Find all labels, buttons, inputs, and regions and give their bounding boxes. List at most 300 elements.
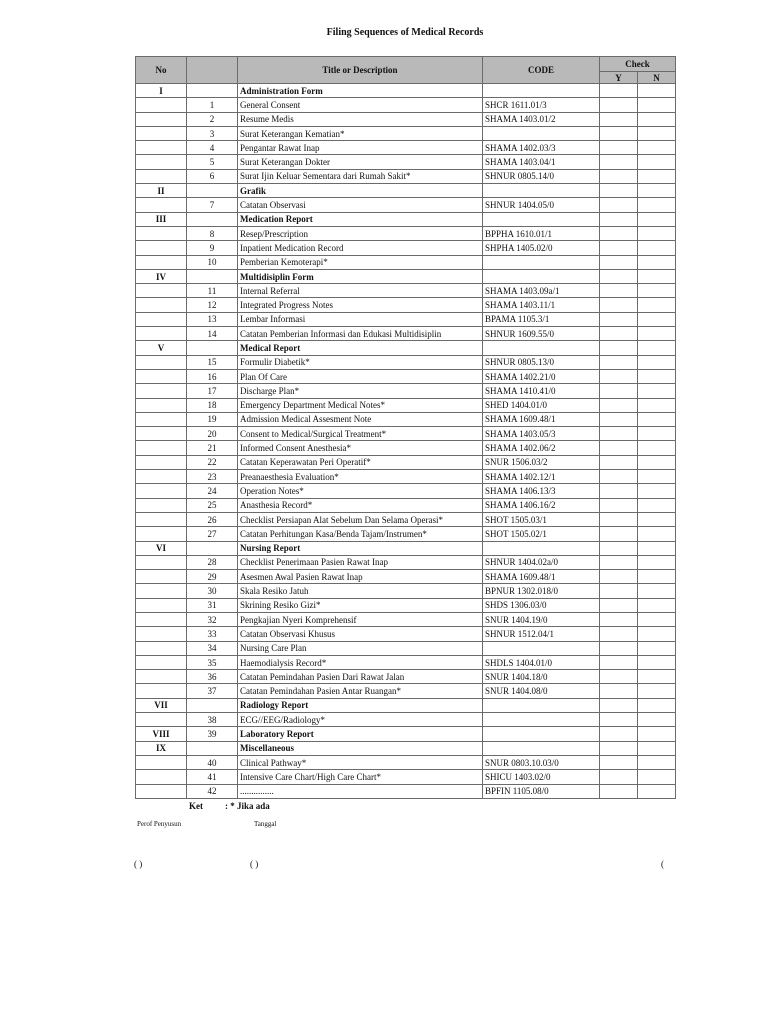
row-no-cell (136, 770, 187, 784)
row-title-cell: Surat Ijin Keluar Sementara dari Rumah Sakit* (238, 169, 483, 183)
row-number-cell: 12 (187, 298, 238, 312)
row-no-cell (136, 298, 187, 312)
row-no-cell (136, 570, 187, 584)
section-row (136, 84, 676, 98)
table-row (136, 327, 676, 341)
check-yes-cell (600, 198, 638, 212)
check-yes-cell (600, 584, 638, 598)
row-no-cell: IV (136, 269, 187, 283)
row-number-cell: 33 (187, 627, 238, 641)
row-code-cell: SHAMA 1403.04/1 (483, 155, 600, 169)
check-yes-cell (600, 341, 638, 355)
row-no-cell (136, 169, 187, 183)
table-row (136, 584, 676, 598)
check-no-cell (638, 784, 676, 798)
table-row (136, 398, 676, 412)
row-title-cell: Integrated Progress Notes (238, 298, 483, 312)
row-code-cell: SHAMA 1402.06/2 (483, 441, 600, 455)
check-yes-cell (600, 741, 638, 755)
row-code-cell (483, 184, 600, 198)
check-no-cell (638, 184, 676, 198)
row-title-cell: Preanaesthesia Evaluation* (238, 470, 483, 484)
row-title-cell: Checklist Penerimaan Pasien Rawat Inap (238, 555, 483, 569)
row-code-cell: SNUR 1404.08/0 (483, 684, 600, 698)
check-no-cell (638, 98, 676, 112)
header-check-yes: Y (600, 72, 638, 84)
check-no-cell (638, 655, 676, 669)
row-number-cell: 37 (187, 684, 238, 698)
check-yes-cell (600, 484, 638, 498)
row-number-cell: 10 (187, 255, 238, 269)
table-row (136, 312, 676, 326)
table-row (136, 427, 676, 441)
prepared-by-label: Perof Penyusun (137, 820, 182, 828)
row-number-cell: 3 (187, 126, 238, 140)
check-yes-cell (600, 241, 638, 255)
check-yes-cell (600, 698, 638, 712)
table-row (136, 284, 676, 298)
row-code-cell: SHNUR 1404.05/0 (483, 198, 600, 212)
section-row (136, 184, 676, 198)
row-title-cell: ECG//EEG/Radiology* (238, 713, 483, 727)
row-no-cell (136, 427, 187, 441)
row-title-cell: General Consent (238, 98, 483, 112)
check-yes-cell (600, 755, 638, 769)
row-no-cell (136, 484, 187, 498)
check-yes-cell (600, 684, 638, 698)
row-title-cell: Pengantar Rawat Inap (238, 141, 483, 155)
row-code-cell (483, 741, 600, 755)
header-no: No (136, 57, 187, 84)
row-title-cell: Grafik (238, 184, 483, 198)
check-no-cell (638, 355, 676, 369)
check-yes-cell (600, 427, 638, 441)
row-code-cell: SHOT 1505.03/1 (483, 512, 600, 526)
row-no-cell (136, 684, 187, 698)
check-yes-cell (600, 169, 638, 183)
section-row (136, 741, 676, 755)
row-no-cell: VIII (136, 727, 187, 741)
check-no-cell (638, 684, 676, 698)
row-code-cell: SNUR 1404.18/0 (483, 670, 600, 684)
row-code-cell: SNUR 0803.10.03/0 (483, 755, 600, 769)
row-code-cell: BPPHA 1610.01/1 (483, 226, 600, 240)
row-title-cell: Pemberian Kemoterapi* (238, 255, 483, 269)
check-no-cell (638, 327, 676, 341)
row-no-cell (136, 627, 187, 641)
section-row (136, 541, 676, 555)
table-row (136, 455, 676, 469)
row-title-cell: Discharge Plan* (238, 384, 483, 398)
check-no-cell (638, 713, 676, 727)
row-no-cell (136, 255, 187, 269)
row-number-cell: 29 (187, 570, 238, 584)
row-number-cell: 15 (187, 355, 238, 369)
row-number-cell: 35 (187, 655, 238, 669)
check-no-cell (638, 570, 676, 584)
check-yes-cell (600, 612, 638, 626)
check-no-cell (638, 455, 676, 469)
table-row (136, 355, 676, 369)
section-row (136, 341, 676, 355)
check-no-cell (638, 670, 676, 684)
row-no-cell (136, 327, 187, 341)
row-number-cell: 1 (187, 98, 238, 112)
row-title-cell: Skala Resiko Jatuh (238, 584, 483, 598)
check-yes-cell (600, 555, 638, 569)
check-yes-cell (600, 498, 638, 512)
row-no-cell (136, 655, 187, 669)
row-number-cell: 11 (187, 284, 238, 298)
row-number-cell (187, 269, 238, 283)
row-no-cell: V (136, 341, 187, 355)
check-no-cell (638, 141, 676, 155)
check-no-cell (638, 555, 676, 569)
row-number-cell: 24 (187, 484, 238, 498)
row-title-cell: Asesmen Awal Pasien Rawat Inap (238, 570, 483, 584)
check-no-cell (638, 269, 676, 283)
row-no-cell: III (136, 212, 187, 226)
row-no-cell (136, 284, 187, 298)
row-no-cell: I (136, 84, 187, 98)
row-title-cell: Inpatient Medication Record (238, 241, 483, 255)
check-no-cell (638, 584, 676, 598)
check-no-cell (638, 384, 676, 398)
row-title-cell: Catatan Perhitungan Kasa/Benda Tajam/Instrumen* (238, 527, 483, 541)
row-number-cell: 2 (187, 112, 238, 126)
table-row (136, 555, 676, 569)
row-title-cell: Formulir Diabetik* (238, 355, 483, 369)
check-yes-cell (600, 327, 638, 341)
check-yes-cell (600, 141, 638, 155)
row-code-cell: SHCR 1611.01/3 (483, 98, 600, 112)
check-no-cell (638, 727, 676, 741)
row-number-cell (187, 212, 238, 226)
row-number-cell: 40 (187, 755, 238, 769)
table-row (136, 713, 676, 727)
row-number-cell: 20 (187, 427, 238, 441)
row-number-cell: 32 (187, 612, 238, 626)
row-code-cell: SHICU 1403.02/0 (483, 770, 600, 784)
row-code-cell: SHNUR 0805.13/0 (483, 355, 600, 369)
row-code-cell: SHAMA 1403.01/2 (483, 112, 600, 126)
check-yes-cell (600, 98, 638, 112)
row-code-cell: SHAMA 1609.48/1 (483, 570, 600, 584)
check-no-cell (638, 112, 676, 126)
row-number-cell: 28 (187, 555, 238, 569)
row-no-cell (136, 441, 187, 455)
check-yes-cell (600, 713, 638, 727)
row-number-cell (187, 541, 238, 555)
check-yes-cell (600, 212, 638, 226)
check-yes-cell (600, 398, 638, 412)
row-no-cell (136, 355, 187, 369)
footer-note (189, 801, 270, 811)
check-no-cell (638, 698, 676, 712)
row-code-cell: SHAMA 1406.13/3 (483, 484, 600, 498)
row-code-cell: SHED 1404.01/0 (483, 398, 600, 412)
table-row (136, 655, 676, 669)
row-title-cell: Surat Keterangan Dokter (238, 155, 483, 169)
table-row (136, 470, 676, 484)
row-no-cell (136, 398, 187, 412)
check-no-cell (638, 612, 676, 626)
table-row (136, 126, 676, 140)
row-number-cell: 39 (187, 727, 238, 741)
check-yes-cell (600, 355, 638, 369)
table-row (136, 155, 676, 169)
row-no-cell (136, 312, 187, 326)
row-no-cell (136, 126, 187, 140)
check-yes-cell (600, 470, 638, 484)
ket-label: Ket (189, 801, 203, 811)
row-code-cell (483, 255, 600, 269)
check-no-cell (638, 755, 676, 769)
row-number-cell: 34 (187, 641, 238, 655)
row-no-cell (136, 612, 187, 626)
row-code-cell: SHAMA 1609.48/1 (483, 412, 600, 426)
row-code-cell: SNUR 1506.03/2 (483, 455, 600, 469)
row-title-cell: Medication Report (238, 212, 483, 226)
row-no-cell (136, 112, 187, 126)
check-yes-cell (600, 155, 638, 169)
row-title-cell: Catatan Observasi (238, 198, 483, 212)
row-title-cell: Multidisiplin Form (238, 269, 483, 283)
row-no-cell (136, 412, 187, 426)
row-code-cell: SHAMA 1402.21/0 (483, 369, 600, 383)
row-number-cell: 9 (187, 241, 238, 255)
row-number-cell: 17 (187, 384, 238, 398)
row-code-cell: SHAMA 1402.12/1 (483, 470, 600, 484)
check-yes-cell (600, 727, 638, 741)
table-row (136, 784, 676, 798)
row-title-cell: Plan Of Care (238, 369, 483, 383)
row-number-cell: 5 (187, 155, 238, 169)
row-no-cell (136, 784, 187, 798)
check-yes-cell (600, 269, 638, 283)
row-code-cell: SHDS 1306.03/0 (483, 598, 600, 612)
table-row (136, 641, 676, 655)
section-row (136, 698, 676, 712)
row-number-cell: 36 (187, 670, 238, 684)
ket-note: : * Jika ada (225, 801, 270, 811)
table-row (136, 141, 676, 155)
check-yes-cell (600, 627, 638, 641)
row-code-cell: SHAMA 1403.05/3 (483, 427, 600, 441)
check-no-cell (638, 155, 676, 169)
row-code-cell: SHOT 1505.02/1 (483, 527, 600, 541)
row-code-cell: BPNUR 1302.018/0 (483, 584, 600, 598)
check-yes-cell (600, 312, 638, 326)
check-no-cell (638, 627, 676, 641)
row-no-cell (136, 641, 187, 655)
row-code-cell: SHDLS 1404.01/0 (483, 655, 600, 669)
section-row (136, 212, 676, 226)
check-yes-cell (600, 512, 638, 526)
row-no-cell (136, 470, 187, 484)
row-title-cell: Consent to Medical/Surgical Treatment* (238, 427, 483, 441)
check-no-cell (638, 284, 676, 298)
row-no-cell (136, 527, 187, 541)
row-number-cell: 31 (187, 598, 238, 612)
row-code-cell: SHAMA 1403.09a/1 (483, 284, 600, 298)
row-no-cell (136, 598, 187, 612)
row-code-cell: SNUR 1404.19/0 (483, 612, 600, 626)
check-no-cell (638, 741, 676, 755)
row-code-cell (483, 84, 600, 98)
check-no-cell (638, 412, 676, 426)
table-row (136, 255, 676, 269)
records-table (135, 56, 676, 799)
table-row (136, 369, 676, 383)
row-title-cell: Surat Keterangan Kematian* (238, 126, 483, 140)
check-no-cell (638, 255, 676, 269)
check-yes-cell (600, 184, 638, 198)
table-row (136, 755, 676, 769)
table-row (136, 527, 676, 541)
row-number-cell: 41 (187, 770, 238, 784)
check-yes-cell (600, 655, 638, 669)
row-code-cell: SHAMA 1402.03/3 (483, 141, 600, 155)
row-number-cell (187, 341, 238, 355)
row-title-cell: Informed Consent Anesthesia* (238, 441, 483, 455)
table-row (136, 770, 676, 784)
table-row (136, 670, 676, 684)
row-number-cell: 21 (187, 441, 238, 455)
row-title-cell: Skrining Resiko Gizi* (238, 598, 483, 612)
row-code-cell (483, 541, 600, 555)
row-title-cell: Operation Notes* (238, 484, 483, 498)
records-table-body (136, 84, 676, 799)
header-code: CODE (483, 57, 600, 84)
check-yes-cell (600, 784, 638, 798)
check-no-cell (638, 212, 676, 226)
table-row (136, 498, 676, 512)
document-title: Filing Sequences of Medical Records (326, 27, 484, 38)
check-no-cell (638, 169, 676, 183)
row-number-cell (187, 698, 238, 712)
check-no-cell (638, 770, 676, 784)
row-number-cell: 22 (187, 455, 238, 469)
row-number-cell: 25 (187, 498, 238, 512)
check-yes-cell (600, 298, 638, 312)
row-number-cell: 27 (187, 527, 238, 541)
row-code-cell: SHNUR 1512.04/1 (483, 627, 600, 641)
row-number-cell: 18 (187, 398, 238, 412)
row-no-cell (136, 198, 187, 212)
row-number-cell: 23 (187, 470, 238, 484)
row-number-cell: 13 (187, 312, 238, 326)
row-code-cell: SHNUR 0805.14/0 (483, 169, 600, 183)
check-no-cell (638, 541, 676, 555)
check-no-cell (638, 641, 676, 655)
table-row (136, 598, 676, 612)
check-no-cell (638, 226, 676, 240)
check-yes-cell (600, 84, 638, 98)
row-title-cell: Nursing Report (238, 541, 483, 555)
check-no-cell (638, 312, 676, 326)
check-no-cell (638, 527, 676, 541)
check-yes-cell (600, 541, 638, 555)
row-no-cell: IX (136, 741, 187, 755)
row-title-cell: ............... (238, 784, 483, 798)
row-number-cell: 26 (187, 512, 238, 526)
table-row (136, 112, 676, 126)
table-row (136, 412, 676, 426)
row-title-cell: Admission Medical Assesment Note (238, 412, 483, 426)
row-no-cell (136, 755, 187, 769)
row-title-cell: Pengkajian Nyeri Komprehensif (238, 612, 483, 626)
row-code-cell (483, 641, 600, 655)
table-row (136, 612, 676, 626)
row-code-cell (483, 698, 600, 712)
row-number-cell: 7 (187, 198, 238, 212)
row-title-cell: Intensive Care Chart/High Care Chart* (238, 770, 483, 784)
row-title-cell: Haemodialysis Record* (238, 655, 483, 669)
check-no-cell (638, 427, 676, 441)
check-yes-cell (600, 770, 638, 784)
row-no-cell: VI (136, 541, 187, 555)
row-title-cell: Checklist Persiapan Alat Sebelum Dan Selama Operasi* (238, 512, 483, 526)
check-no-cell (638, 241, 676, 255)
row-no-cell (136, 713, 187, 727)
row-title-cell: Catatan Pemindahan Pasien Antar Ruangan* (238, 684, 483, 698)
row-no-cell (136, 584, 187, 598)
table-row (136, 684, 676, 698)
row-number-cell: 38 (187, 713, 238, 727)
header-title: Title or Description (238, 57, 483, 84)
row-title-cell: Nursing Care Plan (238, 641, 483, 655)
check-no-cell (638, 441, 676, 455)
row-code-cell: SHNUR 1609.55/0 (483, 327, 600, 341)
row-no-cell (136, 455, 187, 469)
row-number-cell: 6 (187, 169, 238, 183)
row-code-cell: BPAMA 1105.3/1 (483, 312, 600, 326)
row-number-cell: 42 (187, 784, 238, 798)
header-check-no: N (638, 72, 676, 84)
table-row (136, 226, 676, 240)
table-row (136, 627, 676, 641)
check-yes-cell (600, 598, 638, 612)
row-title-cell: Lembar Informasi (238, 312, 483, 326)
row-title-cell: Miscellaneous (238, 741, 483, 755)
check-no-cell (638, 398, 676, 412)
row-number-cell: 30 (187, 584, 238, 598)
row-code-cell: SHNUR 1404.02a/0 (483, 555, 600, 569)
row-number-cell (187, 184, 238, 198)
row-title-cell: Resume Medis (238, 112, 483, 126)
row-no-cell (136, 98, 187, 112)
check-yes-cell (600, 641, 638, 655)
check-yes-cell (600, 670, 638, 684)
row-no-cell (136, 670, 187, 684)
signature-paren-3: ( (661, 859, 664, 869)
row-title-cell: Catatan Observasi Khusus (238, 627, 483, 641)
check-no-cell (638, 498, 676, 512)
table-row (136, 484, 676, 498)
row-code-cell: SHAMA 1410.41/0 (483, 384, 600, 398)
row-no-cell (136, 141, 187, 155)
check-no-cell (638, 341, 676, 355)
check-no-cell (638, 298, 676, 312)
row-no-cell (136, 155, 187, 169)
table-row (136, 298, 676, 312)
section-row (136, 727, 676, 741)
row-no-cell (136, 498, 187, 512)
row-number-cell: 19 (187, 412, 238, 426)
row-no-cell (136, 384, 187, 398)
row-code-cell: BPFIN 1105.08/0 (483, 784, 600, 798)
